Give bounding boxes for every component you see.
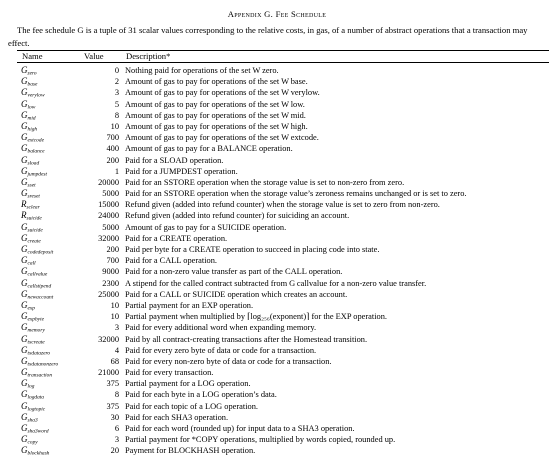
- fee-value: 32000: [98, 233, 119, 243]
- fee-symbol: G: [21, 244, 28, 254]
- fee-description: Amount of gas to pay for operations of the set W high.: [125, 121, 308, 131]
- fee-subscript: sha3: [27, 417, 38, 424]
- table-row: [0, 367, 554, 378]
- fee-value: 375: [106, 379, 119, 389]
- fee-value: 30: [110, 412, 119, 422]
- fee-description: A stipend for the called contract subtracted from G callvalue for a non-zero value transfer.: [125, 278, 427, 288]
- fee-symbol: G: [21, 232, 28, 243]
- table-row: [0, 99, 554, 110]
- table-row: [0, 345, 554, 356]
- fee-description: Paid by all contract-creating transactions after the Homestead transition.: [125, 334, 368, 344]
- fee-symbol: G: [21, 277, 28, 288]
- fee-description: Refund given (added into refund counter) when the storage value is set to zero from non-zero.: [125, 200, 440, 210]
- fee-subscript: logdata: [27, 394, 44, 401]
- fee-subscript: call: [27, 260, 36, 267]
- fee-description: Amount of gas to pay for a BALANCE operation.: [125, 144, 293, 154]
- fee-value: 700: [106, 256, 119, 266]
- fee-symbol: R: [21, 210, 27, 221]
- fee-symbol: G: [21, 165, 28, 176]
- fee-subscript: memory: [27, 327, 45, 334]
- fee-value: 24000: [98, 211, 119, 221]
- fee-value: 20000: [98, 177, 119, 187]
- fee-description: Paid for every zero byte of data or code for a transaction.: [125, 345, 317, 355]
- fee-symbol: G: [21, 288, 28, 299]
- fee-subscript: low: [27, 104, 36, 111]
- fee-value: 25000: [98, 289, 119, 299]
- fee-description: Paid for a CREATE operation.: [125, 233, 228, 243]
- table-row: [0, 412, 554, 423]
- fee-value: 2: [114, 77, 119, 87]
- table-row: [0, 389, 554, 400]
- fee-value: 10: [110, 121, 119, 131]
- table-row: [0, 199, 554, 210]
- table-row: [0, 155, 554, 166]
- fee-symbol: G: [21, 299, 28, 310]
- fee-symbol: G: [21, 400, 28, 411]
- fee-description: Amount of gas to pay for operations of the set W low.: [125, 99, 305, 109]
- table-row: [0, 188, 554, 199]
- fee-value: 15000: [98, 200, 119, 210]
- fee-value: 4: [114, 345, 119, 355]
- table-row: [0, 87, 554, 98]
- fee-value: 5000: [102, 189, 119, 199]
- fee-subscript: txcreate: [27, 339, 45, 345]
- fee-description: Paid for every non-zero byte of data or code for a transaction.: [125, 356, 332, 366]
- fee-description: Nothing paid for operations of the set W zero.: [125, 66, 279, 75]
- table-row: [0, 255, 554, 266]
- column-header-value: Value: [84, 51, 104, 61]
- table-row: [0, 334, 554, 345]
- fee-value: 21000: [98, 368, 119, 378]
- intro-paragraph: [8, 24, 548, 49]
- fee-description: Partial payment for a LOG operation.: [125, 379, 251, 389]
- fee-symbol: G: [21, 98, 28, 109]
- fee-subscript: expbyte: [27, 316, 44, 323]
- fee-value: 700: [106, 133, 119, 143]
- fee-description: Paid for a SLOAD operation.: [125, 155, 224, 165]
- fee-description: Payment for BLOCKHASH operation.: [125, 446, 256, 456]
- appendix-heading: Appendix G. Fee Schedule: [227, 9, 327, 19]
- fee-value: 0: [114, 66, 119, 75]
- fee-subscript: high: [27, 126, 38, 133]
- fee-description: Refund given (added into refund counter) for suiciding an account.: [125, 211, 350, 221]
- fee-value: 10: [110, 312, 119, 322]
- fee-symbol: G: [21, 367, 28, 378]
- fee-symbol: G: [21, 176, 28, 187]
- fee-value: 10: [110, 300, 119, 310]
- fee-subscript: callvalue: [27, 271, 48, 278]
- fee-symbol: G: [21, 445, 28, 456]
- column-header-name: Name: [22, 51, 43, 61]
- fee-description: Paid for every transaction.: [125, 368, 214, 378]
- fee-symbol: G: [21, 322, 28, 333]
- fee-subscript: callstipend: [27, 283, 52, 290]
- fee-symbol: G: [21, 344, 28, 355]
- fee-description: Paid for every additional word when expanding memory.: [125, 323, 317, 333]
- fee-description: Paid for a non-zero value transfer as part of the CALL operation.: [125, 267, 343, 277]
- fee-subscript: balance: [27, 148, 45, 155]
- fee-table-body: [0, 65, 554, 457]
- fee-description: Amount of gas to pay for operations of the set W extcode.: [125, 133, 319, 143]
- fee-value: 3: [114, 435, 119, 445]
- fee-description: Paid per byte for a CREATE operation to succeed in placing code into state.: [125, 245, 380, 254]
- fee-value: 8: [114, 110, 119, 120]
- fee-subscript: zero: [27, 70, 37, 77]
- fee-subscript: sset: [27, 182, 36, 189]
- table-row: [0, 244, 554, 255]
- fee-description: Paid for each SHA3 operation.: [125, 412, 229, 422]
- fee-description: Amount of gas to pay for operations of the set W base.: [125, 77, 308, 87]
- table-row: [0, 210, 554, 221]
- fee-subscript: sclear: [26, 204, 40, 211]
- fee-description: Paid for a JUMPDEST operation.: [125, 166, 238, 176]
- fee-value: 3: [114, 323, 119, 333]
- fee-description: Paid for each topic of a LOG operation.: [125, 401, 259, 411]
- table-row: [0, 266, 554, 277]
- fee-value: 6: [114, 424, 119, 433]
- table-row: [0, 423, 554, 434]
- fee-value: 1: [114, 166, 119, 176]
- table-row: [0, 110, 554, 121]
- fee-value: 3: [114, 88, 119, 98]
- fee-symbol: G: [21, 143, 28, 154]
- table-row: [0, 311, 554, 322]
- table-row: [0, 445, 554, 456]
- fee-symbol: G: [21, 266, 28, 277]
- fee-name: [21, 445, 49, 460]
- fee-value: 200: [106, 155, 119, 165]
- fee-symbol: G: [21, 434, 28, 445]
- fee-symbol: G: [21, 221, 28, 232]
- fee-subscript: mid: [27, 115, 36, 122]
- fee-description: Partial payment for *COPY operations, multiplied by words copied, rounded up.: [125, 435, 396, 445]
- fee-symbol: G: [21, 188, 28, 199]
- fee-subscript: codedeposit: [27, 249, 54, 256]
- fee-subscript: suicide: [26, 215, 42, 222]
- table-row: [0, 166, 554, 177]
- fee-description: Paid for an SSTORE operation when the storage value is set to non-zero from zero.: [125, 177, 405, 187]
- table-row: [0, 289, 554, 300]
- fee-symbol: G: [21, 389, 28, 400]
- fee-subscript: verylow: [27, 92, 45, 99]
- fee-symbol: G: [21, 411, 28, 422]
- table-row: [0, 143, 554, 154]
- fee-value: 32000: [98, 334, 119, 344]
- table-row: [0, 233, 554, 244]
- table-row: [0, 222, 554, 233]
- fee-value: 400: [106, 144, 119, 154]
- fee-subscript: extcode: [27, 137, 44, 144]
- fee-symbol: G: [21, 120, 28, 131]
- fee-symbol: G: [21, 76, 28, 87]
- intro-text: The fee schedule G is a tuple of 31 scalar values corresponding to the relative costs, in gas, of a number of abstract operations that a transaction may effect.: [8, 25, 528, 48]
- fee-symbol: G: [21, 423, 28, 433]
- fee-description: Partial payment for an EXP operation.: [125, 300, 254, 310]
- fee-description: Paid for each word (rounded up) for input data to a SHA3 operation.: [125, 424, 355, 433]
- fee-value: 5000: [102, 222, 119, 232]
- fee-subscript: txdatanonzero: [27, 361, 59, 368]
- fee-description: Paid for a CALL or SUICIDE operation which creates an account.: [125, 289, 348, 299]
- fee-subscript: transaction: [27, 372, 53, 379]
- column-header-description: Description*: [126, 51, 171, 61]
- fee-subscript: txdatazero: [27, 350, 51, 357]
- fee-subscript: base: [27, 81, 38, 88]
- fee-description: Amount of gas to pay for a SUICIDE operation.: [125, 222, 287, 232]
- fee-description: Amount of gas to pay for operations of the set W mid.: [125, 110, 306, 120]
- fee-description: Paid for an SSTORE operation when the storage value’s zeroness remains unchanged or is set to zero.: [125, 189, 467, 199]
- fee-symbol: G: [21, 109, 28, 120]
- fee-value: 2300: [102, 278, 119, 288]
- table-row: [0, 278, 554, 289]
- table-row: [0, 401, 554, 412]
- table-row: [0, 65, 554, 76]
- fee-value: 5: [114, 99, 119, 109]
- fee-subscript: create: [27, 238, 41, 245]
- table-row: [0, 177, 554, 188]
- fee-symbol: G: [21, 355, 28, 366]
- fee-symbol: G: [21, 65, 28, 75]
- fee-subscript: sha3word: [27, 428, 49, 435]
- fee-symbol: G: [21, 311, 28, 322]
- fee-description: Paid for a CALL operation.: [125, 256, 218, 266]
- fee-subscript: newaccount: [27, 294, 54, 301]
- fee-value: 375: [106, 401, 119, 411]
- fee-subscript: blockhash: [27, 450, 50, 457]
- fee-subscript: logtopic: [27, 406, 46, 413]
- fee-subscript: sreset: [27, 193, 40, 200]
- fee-value: 9000: [102, 267, 119, 277]
- fee-subscript: sload: [27, 160, 40, 166]
- fee-subscript: suicide: [27, 227, 43, 234]
- table-row: [0, 378, 554, 389]
- table-row: [0, 121, 554, 132]
- fee-symbol: G: [21, 378, 28, 389]
- fee-symbol: G: [21, 87, 28, 98]
- fee-description: Partial payment when multiplied by ⌈log₂₅₆(exponent)⌉ for the EXP operation.: [125, 312, 387, 322]
- fee-value: 20: [110, 446, 119, 456]
- table-row: [0, 434, 554, 445]
- fee-value: 8: [114, 390, 119, 400]
- table-row: [0, 322, 554, 333]
- fee-description: Amount of gas to pay for operations of the set W verylow.: [125, 88, 320, 98]
- fee-symbol: G: [21, 333, 28, 344]
- fee-description: Paid for each byte in a LOG operation’s data.: [125, 390, 277, 400]
- table-row: [0, 132, 554, 143]
- fee-symbol: G: [21, 255, 28, 266]
- fee-subscript: copy: [27, 439, 38, 446]
- fee-subscript: log: [27, 383, 35, 390]
- fee-symbol: R: [21, 199, 27, 210]
- fee-value: 200: [106, 245, 119, 254]
- table-row: [0, 356, 554, 367]
- fee-subscript: exp: [27, 305, 35, 312]
- fee-subscript: jumpdest: [27, 171, 47, 178]
- fee-symbol: G: [21, 154, 28, 165]
- fee-symbol: G: [21, 132, 28, 143]
- table-header-rule: [17, 62, 549, 63]
- table-row: [0, 300, 554, 311]
- fee-value: 68: [110, 356, 119, 366]
- table-row: [0, 76, 554, 87]
